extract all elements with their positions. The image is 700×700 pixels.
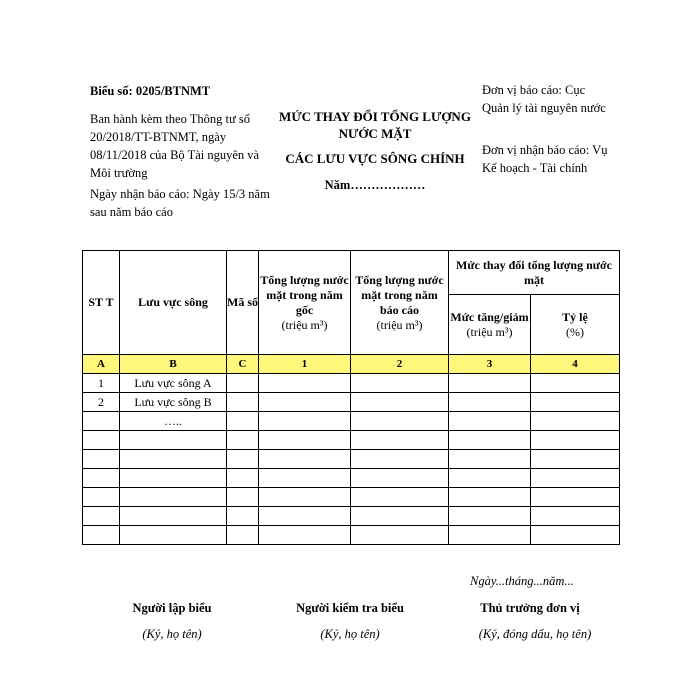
empty-cell bbox=[531, 431, 620, 450]
empty-cell bbox=[259, 526, 351, 545]
header-change-group: Mức thay đổi tổng lượng nước mặt bbox=[449, 251, 620, 295]
empty-cell bbox=[449, 393, 531, 412]
empty-cell bbox=[227, 507, 259, 526]
header-code: Mã số bbox=[227, 251, 259, 355]
table-row bbox=[83, 469, 620, 488]
empty-cell bbox=[449, 431, 531, 450]
empty-cell bbox=[351, 469, 449, 488]
empty-cell bbox=[531, 393, 620, 412]
row-basin bbox=[120, 507, 227, 526]
empty-cell bbox=[227, 488, 259, 507]
row-stt bbox=[83, 526, 120, 545]
row-basin bbox=[120, 488, 227, 507]
report-title: MỨC THAY ĐỔI TỔNG LƯỢNG NƯỚC MẶT bbox=[279, 109, 471, 141]
empty-cell bbox=[259, 450, 351, 469]
empty-cell bbox=[531, 469, 620, 488]
row-basin bbox=[120, 450, 227, 469]
index-cell: B bbox=[120, 355, 227, 374]
unit-head-title: Thủ trưởng đơn vị bbox=[480, 601, 580, 615]
table-row bbox=[83, 431, 620, 450]
empty-cell bbox=[531, 412, 620, 431]
empty-cell bbox=[531, 450, 620, 469]
header-report-year: Tổng lượng nước mặt trong năm báo cáo (triệu m³) bbox=[351, 251, 449, 355]
empty-cell bbox=[531, 374, 620, 393]
empty-cell bbox=[449, 412, 531, 431]
empty-cell bbox=[351, 507, 449, 526]
row-stt bbox=[83, 450, 120, 469]
receiving-unit: Đơn vị nhận báo cáo: Vụ Kế hoạch - Tài chính bbox=[482, 143, 608, 175]
empty-cell bbox=[259, 374, 351, 393]
index-cell: 2 bbox=[351, 355, 449, 374]
empty-cell bbox=[449, 526, 531, 545]
empty-cell bbox=[227, 450, 259, 469]
row-basin bbox=[120, 469, 227, 488]
empty-cell bbox=[227, 374, 259, 393]
empty-cell bbox=[351, 526, 449, 545]
report-deadline: Ngày nhận báo cáo: Ngày 15/3 năm sau năm báo cáo bbox=[90, 187, 270, 219]
empty-cell bbox=[449, 469, 531, 488]
empty-cell bbox=[259, 488, 351, 507]
issued-with-note: Ban hành kèm theo Thông tư số 20/2018/TT-BTNMT, ngày 08/11/2018 của Bộ Tài nguyên và Môi trường bbox=[90, 112, 260, 180]
empty-cell bbox=[259, 393, 351, 412]
table-row bbox=[83, 526, 620, 545]
date-line: Ngày...tháng...năm... bbox=[470, 574, 574, 588]
empty-cell bbox=[351, 450, 449, 469]
empty-cell bbox=[351, 393, 449, 412]
empty-cell bbox=[531, 526, 620, 545]
empty-cell bbox=[449, 488, 531, 507]
row-stt bbox=[83, 469, 120, 488]
checker-note: (Ký, họ tên) bbox=[320, 627, 380, 641]
checker-title: Người kiểm tra biểu bbox=[296, 601, 404, 615]
row-stt: 1 bbox=[83, 374, 120, 393]
header-basin: Lưu vực sông bbox=[120, 251, 227, 355]
empty-cell bbox=[351, 412, 449, 431]
empty-cell bbox=[227, 393, 259, 412]
table-row bbox=[83, 393, 620, 412]
empty-cell bbox=[531, 488, 620, 507]
empty-cell bbox=[259, 431, 351, 450]
row-stt bbox=[83, 431, 120, 450]
table-row bbox=[83, 374, 620, 393]
empty-cell bbox=[227, 469, 259, 488]
empty-cell bbox=[259, 412, 351, 431]
empty-cell bbox=[259, 507, 351, 526]
empty-cell bbox=[227, 526, 259, 545]
table-row bbox=[83, 488, 620, 507]
row-stt bbox=[83, 412, 120, 431]
column-index-row bbox=[83, 355, 620, 374]
empty-cell bbox=[227, 412, 259, 431]
preparer-title: Người lập biểu bbox=[132, 601, 212, 615]
index-cell: 1 bbox=[259, 355, 351, 374]
empty-cell bbox=[449, 450, 531, 469]
empty-cell bbox=[449, 374, 531, 393]
empty-cell bbox=[449, 507, 531, 526]
index-cell: 4 bbox=[531, 355, 620, 374]
row-basin bbox=[120, 526, 227, 545]
unit-head-note: (Ký, đóng dấu, họ tên) bbox=[478, 627, 592, 641]
data-table bbox=[82, 250, 620, 545]
empty-cell bbox=[531, 507, 620, 526]
empty-cell bbox=[259, 469, 351, 488]
table-row bbox=[83, 507, 620, 526]
reporting-unit: Đơn vị báo cáo: Cục Quản lý tài nguyên nước bbox=[482, 83, 606, 115]
header-ratio: Tỷ lệ (%) bbox=[531, 295, 620, 355]
index-cell: C bbox=[227, 355, 259, 374]
row-basin bbox=[120, 431, 227, 450]
report-subtitle: CÁC LƯU VỰC SÔNG CHÍNH bbox=[285, 151, 465, 166]
row-basin: Lưu vực sông A bbox=[120, 374, 227, 393]
header-base-year: Tổng lượng nước mặt trong năm gốc (triệu m³) bbox=[259, 251, 351, 355]
row-basin: ….. bbox=[120, 412, 227, 431]
empty-cell bbox=[351, 431, 449, 450]
header-row bbox=[83, 251, 620, 295]
header-change-amount: Mức tăng/giảm (triệu m³) bbox=[449, 295, 531, 355]
preparer-note: (Ký, họ tên) bbox=[142, 627, 202, 641]
table-row bbox=[83, 412, 620, 431]
row-stt bbox=[83, 507, 120, 526]
report-year: Năm……………… bbox=[324, 178, 426, 192]
row-stt bbox=[83, 488, 120, 507]
table-row bbox=[83, 450, 620, 469]
row-basin: Lưu vực sông B bbox=[120, 393, 227, 412]
empty-cell bbox=[351, 374, 449, 393]
header-stt: ST T bbox=[83, 251, 120, 355]
row-stt: 2 bbox=[83, 393, 120, 412]
empty-cell bbox=[351, 488, 449, 507]
empty-cell bbox=[227, 431, 259, 450]
index-cell: A bbox=[83, 355, 120, 374]
form-code: Biểu số: 0205/BTNMT bbox=[90, 84, 211, 98]
index-cell: 3 bbox=[449, 355, 531, 374]
